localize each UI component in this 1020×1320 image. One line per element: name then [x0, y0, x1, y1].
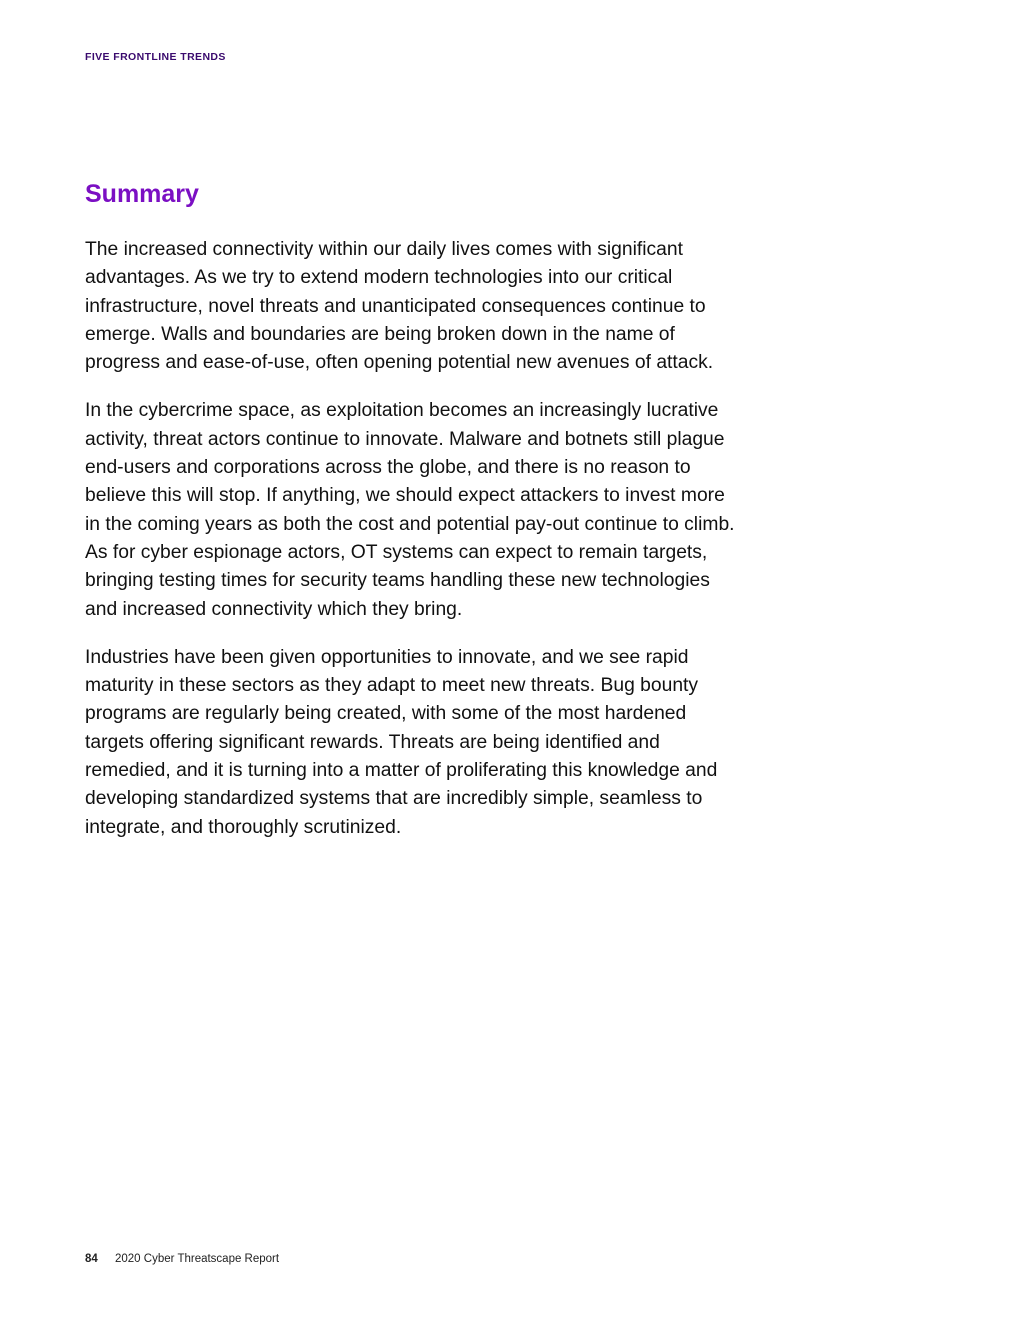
section-label: FIVE FRONTLINE TRENDS	[85, 51, 226, 63]
paragraph-2: In the cybercrime space, as exploitation becomes an increasingly lucrative activity, threat actors continue to innovate. Malware and botnets still plague end-users and corporations across the globe, and there is no reason to believe this will stop. If anything, we should expect attackers to invest more in the coming years as both the cost and potential pay-out continue to climb. As for cyber espionage actors, OT systems can expect to remain targets, bringing testing times for security teams handling these new technologies and increased connectivity which they bring.	[85, 400, 735, 620]
paragraph-1: The increased connectivity within our daily lives comes with significant advantages. As we try to extend modern technologies into our critical infrastructure, novel threats and unanticipated consequences continue to emerge. Walls and boundaries are being broken down in the name of progress and ease-of-use, often opening potential new avenues of attack.	[85, 239, 714, 374]
body-text	[85, 236, 735, 862]
report-title: 2020 Cyber Threatscape Report	[115, 1253, 280, 1265]
page-number: 84	[85, 1253, 98, 1265]
paragraph-3: Industries have been given opportunities to innovate, and we see rapid maturity in these sectors as they adapt to meet new threats. Bug bounty programs are regularly being created, with some of the most hardened targets offering significant rewards. Threats are being identified and remedied, and it is turning into a matter of proliferating this knowledge and developing standardized systems that are incredibly simple, seamless to integrate, and thoroughly scrutinized.	[85, 646, 718, 838]
page-title: Summary	[85, 180, 199, 208]
page-footer	[85, 1253, 279, 1265]
